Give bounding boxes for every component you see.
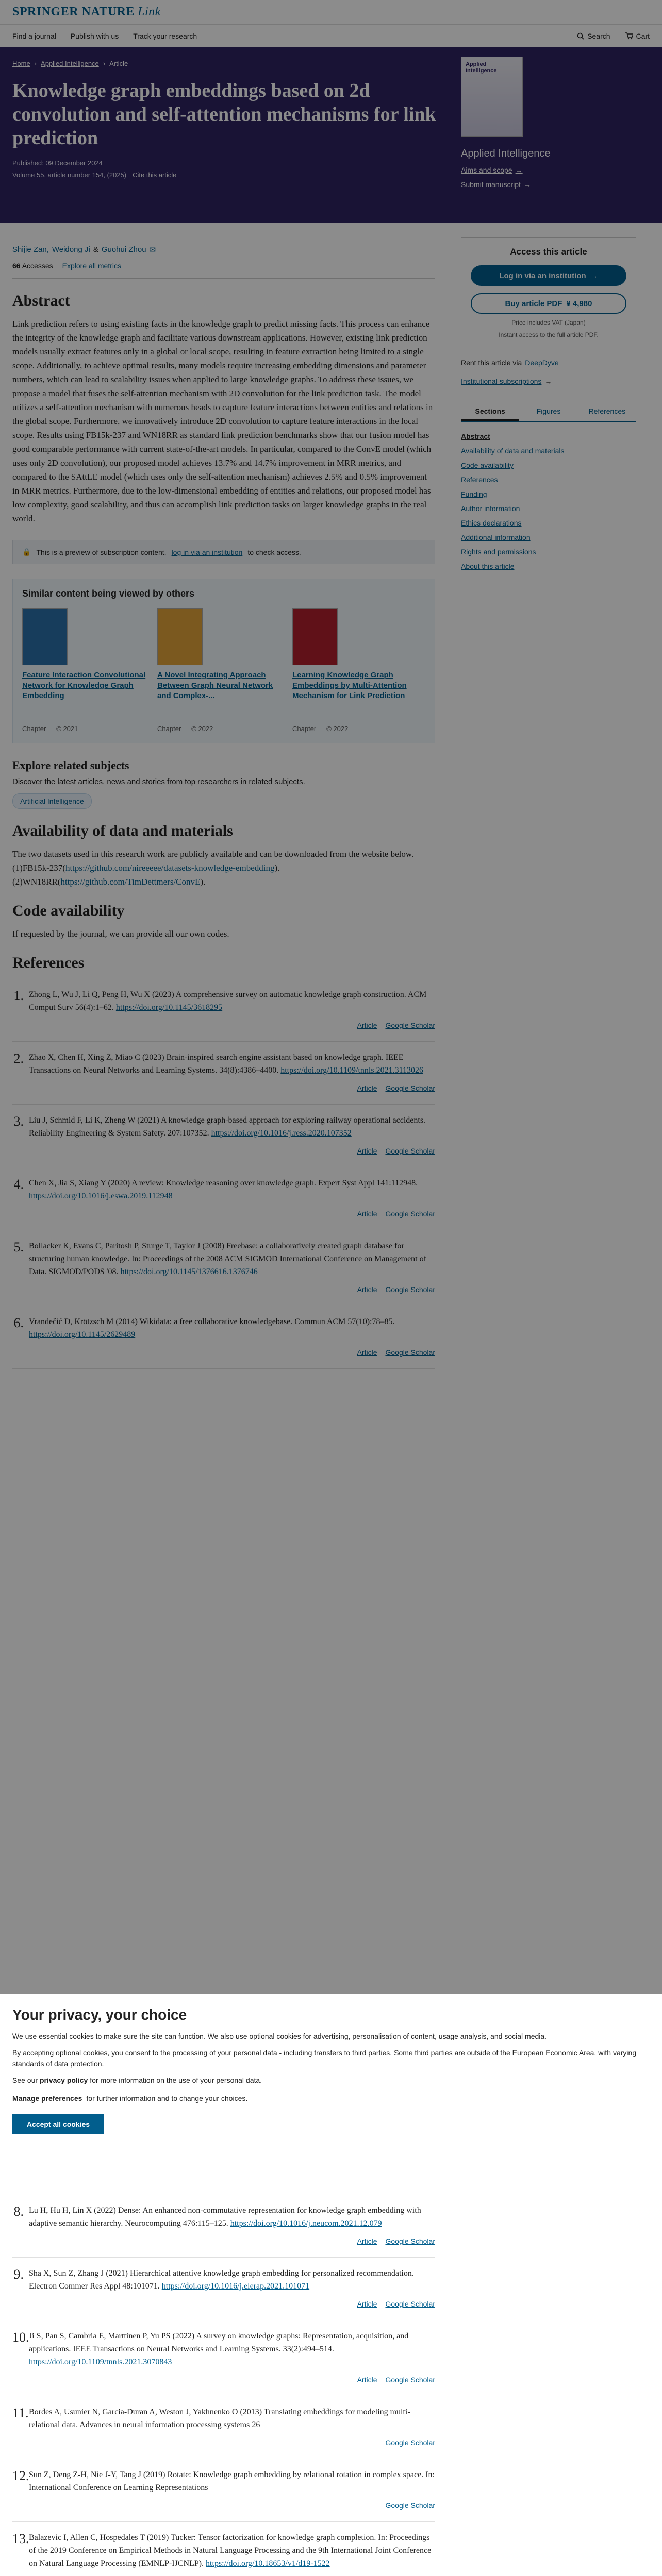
toc-item[interactable]: Availability of data and materials <box>461 447 565 455</box>
reference-number: 1. <box>13 988 24 1003</box>
article-link[interactable]: Article <box>357 1210 377 1218</box>
reference-links <box>29 2374 435 2386</box>
reference-doi-link[interactable]: https://doi.org/10.1016/j.neucom.2021.12.079 <box>230 2219 382 2228</box>
reference-text: Ji S, Pan S, Cambria E, Marttinen P, Yu PS (2022) A survey on knowledge graphs: Representation, acquisition, and applications. IEEE Transactions on Neural Networks and Learning Systems. 33(2):494–514. <box>29 2332 409 2353</box>
google-scholar-link[interactable]: Google Scholar <box>385 2438 435 2447</box>
nav-search-label: Search <box>587 31 610 40</box>
google-scholar-link[interactable]: Google Scholar <box>385 2501 435 2510</box>
privacy-policy-link[interactable]: privacy policy <box>39 2076 88 2084</box>
reference-doi-link[interactable]: https://doi.org/10.1145/1376616.1376746 <box>120 1267 258 1276</box>
arrow-right-icon: → <box>515 166 523 174</box>
subject-tag[interactable]: Artificial Intelligence <box>12 793 92 809</box>
accept-cookies-button[interactable]: Accept all cookies <box>12 2114 104 2134</box>
author-name[interactable]: Weidong Ji <box>52 245 90 254</box>
tab-references[interactable]: References <box>588 407 626 415</box>
reference-text: Sha X, Sun Z, Zhang J (2021) Hierarchical attentive knowledge graph embedding for personalized recommendation. Electron Commer Res Appl 48:101071. <box>29 2269 414 2291</box>
preview-text: This is a preview of subscription content, <box>36 548 167 556</box>
buy-button-price: ¥ 4,980 <box>566 299 592 308</box>
manage-row <box>12 2094 650 2103</box>
reference-number: 6. <box>13 1315 24 1330</box>
reference-links <box>29 2298 435 2311</box>
reference-item <box>12 2320 435 2396</box>
code-heading: Code availability <box>12 902 125 919</box>
similar-heading: Similar content being viewed by others <box>22 588 195 599</box>
reference-text: Balazevic I, Allen C, Hospedales T (2019) Tucker: Tensor factorization for knowledge graph completion. In: Proceedings of the 2019 Conference on Empirical Methods in Natural Language Processing and the 9th International Joint Conference on Natural Language Processing (EMNLP-IJCNLP). <box>29 2533 432 2568</box>
reference-list <box>12 2195 435 2576</box>
google-scholar-link[interactable]: Google Scholar <box>385 1021 435 1029</box>
google-scholar-link[interactable]: Google Scholar <box>385 1084 435 1092</box>
related-text: Discover the latest articles, news and stories from top researchers in related subjects. <box>12 777 305 786</box>
toc-item[interactable]: References <box>461 476 498 484</box>
tab-figures[interactable]: Figures <box>536 407 561 415</box>
cookie-heading: Your privacy, your choice <box>12 2007 187 2023</box>
reference-item <box>12 2195 435 2258</box>
toc-item[interactable]: About this article <box>461 562 515 570</box>
card-year: © 2022 <box>326 725 349 733</box>
brand-name: SPRINGER NATURE <box>12 5 135 19</box>
reference-doi-link[interactable]: https://doi.org/10.1109/tnnls.2021.3113026 <box>280 1066 423 1075</box>
card-type: Chapter <box>22 725 46 733</box>
volume-info: Volume 55, article number 154, (2025) <box>12 171 127 179</box>
author-name[interactable]: Guohui Zhou <box>101 245 146 254</box>
toc-item[interactable]: Ethics declarations <box>461 519 522 527</box>
reference-item <box>12 2459 435 2522</box>
institutional-subscriptions-label: Institutional subscriptions <box>461 377 542 385</box>
nav-cart-label: Cart <box>636 31 650 40</box>
related-heading: Explore related subjects <box>12 759 129 772</box>
reference-doi-link[interactable]: https://doi.org/10.1016/j.ress.2020.107352 <box>211 1129 352 1138</box>
author-separator: & <box>93 245 98 254</box>
card-type: Chapter <box>157 725 181 733</box>
breadcrumb-separator-icon: › <box>103 60 106 67</box>
availability-heading: Availability of data and materials <box>12 822 233 839</box>
google-scholar-link[interactable]: Google Scholar <box>385 1147 435 1155</box>
article-link[interactable]: Article <box>357 1021 377 1029</box>
abstract-heading: Abstract <box>12 292 70 309</box>
card-title[interactable]: A Novel Integrating Approach Between Graph Neural Network and Complex-... <box>157 671 273 700</box>
reference-number: 2. <box>13 1051 24 1066</box>
reference-text: Zhao X, Chen H, Xing Z, Miao C (2023) Brain-inspired search engine assistant based on knowledge graph. IEEE Transactions on Neural Networks and Learning Systems. 34(8):4386–4400. <box>29 1053 404 1075</box>
email-icon[interactable]: ✉ <box>149 246 156 255</box>
buy-button-label: Buy article PDF <box>505 299 562 308</box>
institution-login-link[interactable]: log in via an institution <box>171 548 243 556</box>
rent-text: Rent this article via <box>461 359 522 367</box>
breadcrumb-home[interactable]: Home <box>12 60 30 67</box>
lock-icon: 🔒 <box>22 548 31 556</box>
reference-number: 11. <box>12 2405 29 2420</box>
aims-scope-label: Aims and scope <box>461 166 512 174</box>
reference-doi-link[interactable]: https://doi.org/10.1016/j.elerap.2021.101071 <box>161 2282 310 2291</box>
google-scholar-link[interactable]: Google Scholar <box>385 1285 435 1294</box>
card-title[interactable]: Learning Knowledge Graph Embeddings by Multi-Attention Mechanism for Link Prediction <box>292 671 407 700</box>
reference-item <box>12 2396 435 2459</box>
arrow-right-icon: → <box>544 377 552 385</box>
article-link[interactable]: Article <box>357 2237 377 2245</box>
breadcrumb-separator-icon: › <box>34 60 37 67</box>
google-scholar-link[interactable]: Google Scholar <box>385 1348 435 1357</box>
reference-text: Liu J, Schmid F, Li K, Zheng W (2021) A knowledge graph-based approach for exploring railway operational accidents. Reliability Engineering & System Safety. 207:107352. <box>29 1116 426 1138</box>
brand-link-word: Link <box>138 5 161 19</box>
lower-references <box>12 2195 435 2576</box>
reference-text: Vrandečić D, Krötzsch M (2014) Wikidata: a free collaborative knowledgebase. Commun ACM 57(10):78–85. <box>29 1317 395 1326</box>
breadcrumb-journal[interactable]: Applied Intelligence <box>41 60 99 67</box>
dataset-link[interactable]: https://github.com/nireeeee/datasets-knowledge-embedding <box>65 863 275 873</box>
reference-doi-link[interactable]: https://doi.org/10.1016/j.eswa.2019.112948 <box>29 1192 173 1200</box>
card-title[interactable]: Feature Interaction Convolutional Network for Knowledge Graph Embedding <box>22 671 146 700</box>
google-scholar-link[interactable]: Google Scholar <box>385 1210 435 1218</box>
deepdyve-link[interactable]: DeepDyve <box>525 359 559 367</box>
toc-item[interactable]: Code availability <box>461 461 514 469</box>
abstract-text: Link prediction refers to using existing facts in the knowledge graph to predict missing facts. This process can enhance the integrity of the knowledge graph and facilitate various downstream applications. However, existing link prediction models usually extract features only in a global or local scope, resulting in feature extraction being limited to a single scope. Additionally, to achieve optimal results, many models require increasing embedding dimensions and parameter numbers, which can lead to scalability issues when applied to large knowledge graphs. To address these issues, we propose a model that fuses the self-attention mechanism with 2D convolution for the link prediction task. The model utilizes a self-attention mechanism with numerous heads to capture feature interactions between entities and relations in the global scope. Furthermore, we innovatively introduce 2D convolution to capture feature interactions in the local scope. Results using FB15k-237 and WN18RR as standard link prediction benchmarks show that our fusion model has good comparable performance with current state-of-the-art models. In particular, compared to the ConvE model (which uses only 2D convolution), our proposed model achieves 13.7% and 14.7% improvement in MRR metrics, and compared to the SAttLE model (which uses only the self-attention mechanism) achieves 2.5% and 0.5% improvement in MRR metrics. Furthermore, due to the low-dimensional embedding of entities and relations, our proposed model has low complexity, good scalability, and thus can accomplish link prediction tasks on larger knowledge graphs in the real world. <box>12 319 433 523</box>
breadcrumb-current: Article <box>109 60 128 67</box>
article-link[interactable]: Article <box>357 1348 377 1357</box>
reference-text: Sun Z, Deng Z-H, Nie J-Y, Tang J (2019) Rotate: Knowledge graph embedding by relational rotation in complex space. In: International Conference on Learning Representations <box>29 2470 435 2492</box>
google-scholar-link[interactable]: Google Scholar <box>385 2376 435 2384</box>
login-button-label: Log in via an institution <box>499 271 586 280</box>
article-link[interactable]: Article <box>357 1285 377 1294</box>
toc-item[interactable]: Abstract <box>461 432 490 440</box>
nav-track-research[interactable]: Track your research <box>133 31 197 40</box>
cookie-text: See our privacy policy for more information on the use of your personal data. <box>12 2076 262 2084</box>
nav-publish[interactable]: Publish with us <box>70 31 119 40</box>
journal-name[interactable]: Applied Intelligence <box>461 148 551 159</box>
google-scholar-link[interactable]: Google Scholar <box>385 2300 435 2308</box>
journal-cover-image[interactable]: Applied Intelligence <box>461 57 523 137</box>
reference-links <box>29 2499 435 2512</box>
manage-text: for further information and to change your choices. <box>86 2094 248 2103</box>
cookie-text: By accepting optional cookies, you consent to the processing of your personal data - including transfers to third parties. Some third parties are outside of the European Economic Area, with varying standards of data protection. <box>12 2048 637 2068</box>
reference-doi-link[interactable]: https://doi.org/10.1109/tnnls.2021.3070843 <box>29 2358 172 2366</box>
cookie-banner <box>0 1994 662 2195</box>
explore-metrics-link[interactable]: Explore all metrics <box>62 262 121 270</box>
cite-link[interactable]: Cite this article <box>133 171 177 179</box>
reference-doi-link[interactable]: https://doi.org/10.1145/3618295 <box>115 1003 223 1012</box>
code-text: If requested by the journal, we can provide all our own codes. <box>12 929 229 939</box>
reference-text: Bollacker K, Evans C, Paritosh P, Sturge T, Taylor J (2008) Freebase: a collaboratively created graph database for structuring human knowledge. In: Proceedings of the 2008 ACM SIGMOD International Conference on Management of Data. SIGMOD/PODS '08. <box>29 1242 426 1276</box>
google-scholar-link[interactable]: Google Scholar <box>385 2237 435 2245</box>
manage-preferences-link[interactable]: Manage preferences <box>12 2094 82 2103</box>
accesses-count: 66 Accesses <box>12 262 53 270</box>
reference-item <box>12 2522 435 2576</box>
toc-item[interactable]: Rights and permissions <box>461 548 536 556</box>
card-year: © 2021 <box>56 725 78 733</box>
submit-manuscript-label: Submit manuscript <box>461 180 521 189</box>
article-link[interactable]: Article <box>357 1147 377 1155</box>
article-link[interactable]: Article <box>357 2300 377 2308</box>
card-type: Chapter <box>292 725 317 733</box>
preview-suffix: to check access. <box>247 548 301 556</box>
article-link[interactable]: Article <box>357 2376 377 2384</box>
toc-item[interactable]: Author information <box>461 504 520 513</box>
toc-item[interactable]: Additional information <box>461 533 531 541</box>
reference-text: Zhong L, Wu J, Li Q, Peng H, Wu X (2023) A comprehensive survey on automatic knowledge graph construction. ACM Comput Surv 56(4):1–62. <box>29 990 427 1012</box>
publish-date: Published: 09 December 2024 <box>12 159 103 167</box>
dataset-link[interactable]: https://github.com/TimDettmers/ConvE <box>60 877 201 887</box>
reference-number: 13. <box>12 2531 29 2546</box>
references-heading: References <box>12 954 85 971</box>
reference-links <box>29 2235 435 2248</box>
toc-item[interactable]: Funding <box>461 490 487 498</box>
reference-number: 3. <box>13 1114 24 1129</box>
access-heading: Access this article <box>510 247 587 257</box>
reference-doi-link[interactable]: https://doi.org/10.18653/v1/d19-1522 <box>206 2559 330 2568</box>
reference-number: 4. <box>13 1177 24 1192</box>
instant-note: Instant access to the full article PDF. <box>499 331 599 338</box>
reference-number: 10. <box>12 2330 29 2345</box>
author-name[interactable]: Shijie Zan, <box>12 245 49 254</box>
tab-sections[interactable]: Sections <box>461 403 519 421</box>
reference-text: Lu H, Hu H, Lin X (2022) Dense: An enhanced non-commutative representation for knowledge graph embedding with adaptive semantic hierarchy. Neurocomputing 476:115–125. <box>29 2206 421 2228</box>
reference-number: 8. <box>13 2204 24 2219</box>
reference-number: 12. <box>12 2468 29 2483</box>
arrow-right-icon: → <box>590 271 598 280</box>
arrow-right-icon: → <box>523 180 531 189</box>
reference-text: Chen X, Jia S, Xiang Y (2020) A review: Knowledge reasoning over knowledge graph. Expert Syst Appl 141:112948. <box>29 1179 418 1188</box>
article-link[interactable]: Article <box>357 1084 377 1092</box>
reference-links <box>29 2436 435 2449</box>
reference-number: 9. <box>13 2267 24 2282</box>
nav-find-journal[interactable]: Find a journal <box>12 31 56 40</box>
card-year: © 2022 <box>191 725 213 733</box>
reference-number: 5. <box>13 1240 24 1255</box>
price-note: Price includes VAT (Japan) <box>511 319 586 326</box>
cookie-text: We use essential cookies to make sure the site can function. We also use optional cookies for advertising, personalisation of content, usage analysis, and social media. <box>12 2032 547 2040</box>
reference-doi-link[interactable]: https://doi.org/10.1145/2629489 <box>29 1330 136 1339</box>
article-title: Knowledge graph embeddings based on 2d convolution and self-attention mechanisms for link prediction <box>12 80 436 149</box>
availability-text: The two datasets used in this research work are publicly available and can be downloaded from the website below. (1)FB15k-237(https://github.com/nireeeee/datasets-knowledge-embedding). (2)WN18RR(https://github.com/TimDettmers/ConvE). <box>12 849 414 887</box>
reference-item <box>12 2258 435 2320</box>
reference-text: Bordes A, Usunier N, Garcia-Duran A, Weston J, Yakhnenko O (2013) Translating embeddings for modeling multi-relational data. Advances in neural information processing systems 26 <box>29 2408 410 2429</box>
